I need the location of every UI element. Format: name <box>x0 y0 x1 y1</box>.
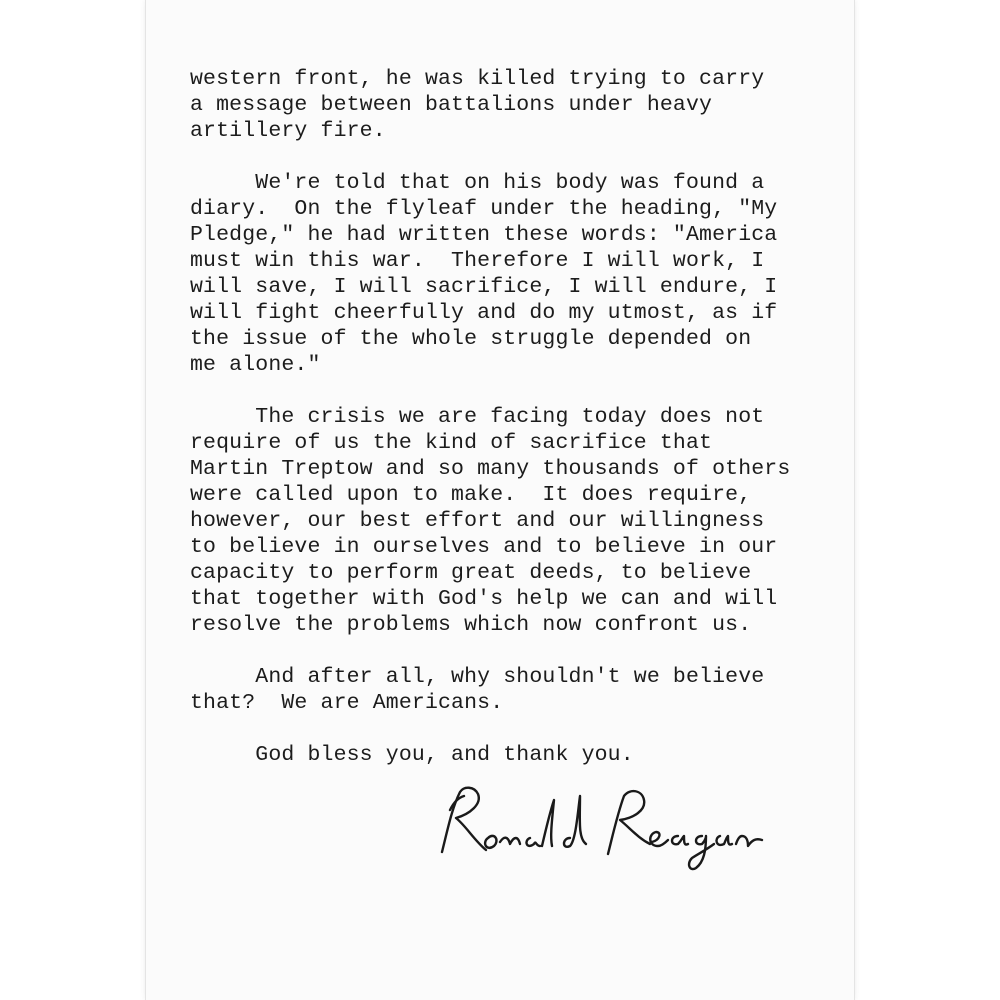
text-line: that together with God's help we can and will <box>190 587 778 611</box>
text-line: Pledge," he had written these words: "America <box>190 223 778 247</box>
text-line: Martin Treptow and so many thousands of others <box>190 457 791 481</box>
page-edge-right <box>854 0 855 1000</box>
signature <box>430 780 770 880</box>
paragraph-2 <box>190 170 840 378</box>
text-line: were called upon to make. It does require, <box>190 483 752 507</box>
text-line: The crisis we are facing today does not <box>190 405 765 429</box>
paragraph-gap <box>190 638 840 664</box>
paragraph-4 <box>190 664 840 716</box>
text-line: western front, he was killed trying to carry <box>190 67 765 91</box>
text-line: capacity to perform great deeds, to believe <box>190 561 752 585</box>
text-line: diary. On the flyleaf under the heading, "My <box>190 197 778 221</box>
text-line: will fight cheerfully and do my utmost, as if <box>190 301 778 325</box>
text-line: must win this war. Therefore I will work, I <box>190 249 765 273</box>
text-line: the issue of the whole struggle depended on <box>190 327 752 351</box>
paragraph-1 <box>190 66 840 144</box>
text-line: resolve the problems which now confront us. <box>190 613 752 637</box>
paragraph-gap <box>190 144 840 170</box>
text-line: require of us the kind of sacrifice that <box>190 431 713 455</box>
signature-image <box>430 780 770 880</box>
text-line: a message between battalions under heavy <box>190 93 713 117</box>
text-line: that? We are Americans. <box>190 691 504 715</box>
paragraph-gap <box>190 378 840 404</box>
text-line: to believe in ourselves and to believe in our <box>190 535 778 559</box>
paragraph-3 <box>190 404 840 638</box>
page-edge-left <box>145 0 146 1000</box>
letter-body <box>190 66 840 768</box>
text-line: artillery fire. <box>190 119 386 143</box>
text-line: We're told that on his body was found a <box>190 171 765 195</box>
text-line: me alone." <box>190 353 321 377</box>
closing-line: God bless you, and thank you. <box>190 743 634 767</box>
text-line: And after all, why shouldn't we believe <box>190 665 765 689</box>
text-line: however, our best effort and our willingness <box>190 509 765 533</box>
paragraph-gap <box>190 716 840 742</box>
text-line: will save, I will sacrifice, I will endure, I <box>190 275 778 299</box>
